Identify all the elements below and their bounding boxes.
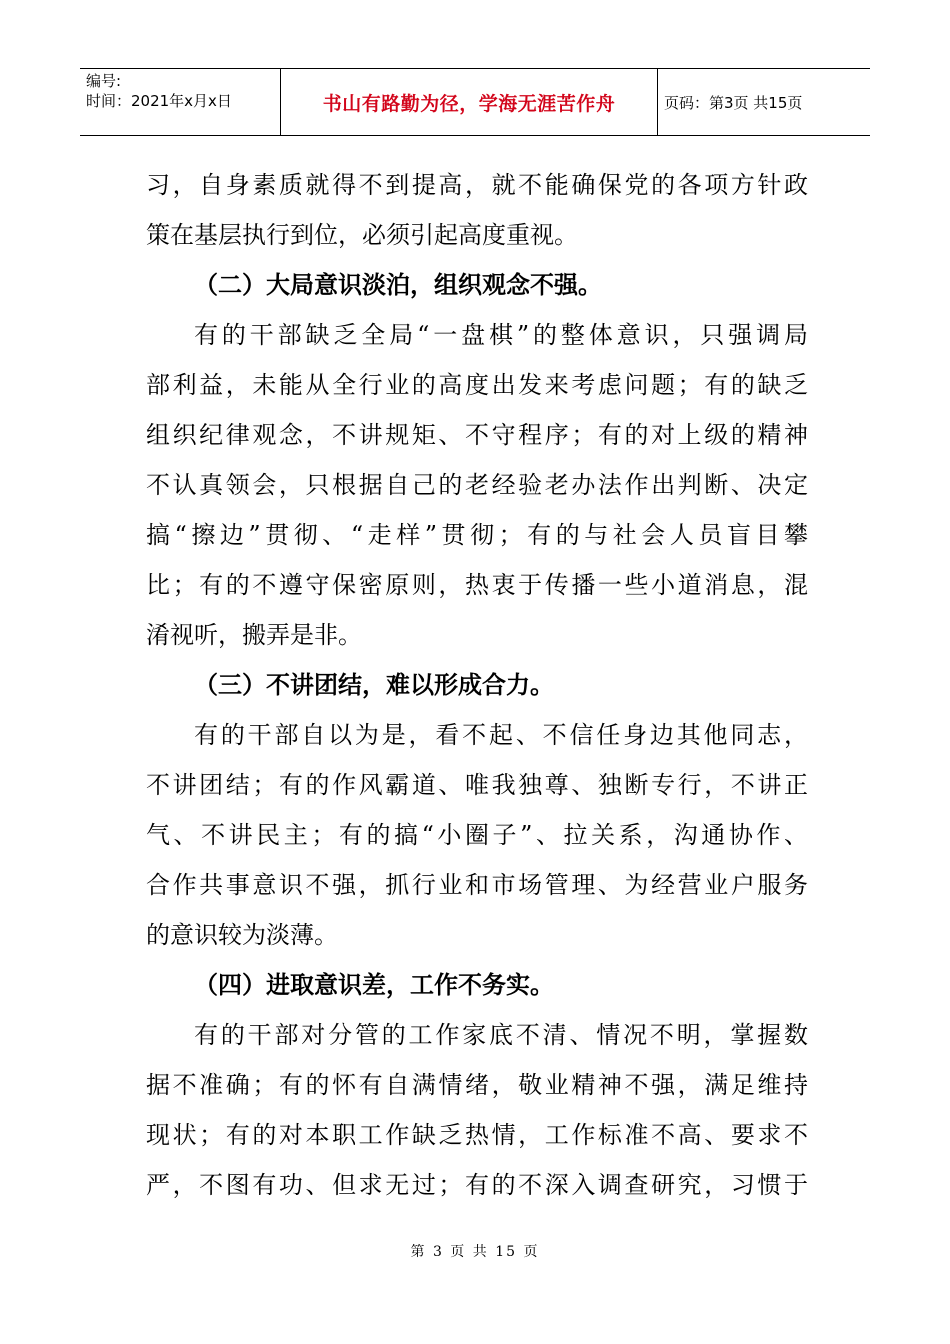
header-motto: 书山有路勤为径，学海无涯苦作舟 (280, 69, 658, 135)
paragraph-line: 不认真领会，只根据自己的老经验老办法作出判断、决定 (146, 471, 808, 499)
header-meta (80, 69, 280, 135)
paragraph-line: 比；有的不遵守保密原则，热衷于传播一些小道消息，混 (146, 571, 808, 599)
page-header (80, 68, 870, 136)
paragraph-line: 有的干部对分管的工作家底不清、情况不明，掌握数 (194, 1021, 808, 1049)
section-heading: （三）不讲团结，难以形成合力。 (194, 671, 554, 699)
paragraph-line: 部利益，未能从全行业的高度出发来考虑问题；有的缺乏 (146, 371, 808, 399)
paragraph-line: 气、不讲民主；有的搞“小圈子”、拉关系，沟通协作、 (146, 821, 808, 849)
paragraph-line: 现状；有的对本职工作缺乏热情，工作标准不高、要求不 (146, 1121, 808, 1149)
paragraph-line: 的意识较为淡薄。 (146, 921, 338, 949)
paragraph-line: 严，不图有功、但求无过；有的不深入调查研究，习惯于 (146, 1171, 808, 1199)
paragraph-line: 习，自身素质就得不到提高，就不能确保党的各项方针政 (146, 171, 808, 199)
paragraph-line: 淆视听，搬弄是非。 (146, 621, 362, 649)
paragraph-line: 据不准确；有的怀有自满情绪，敬业精神不强，满足维持 (146, 1071, 808, 1099)
section-heading: （二）大局意识淡泊，组织观念不强。 (194, 271, 602, 299)
paragraph-line: 搞“擦边”贯彻、“走样”贯彻；有的与社会人员盲目攀 (146, 521, 808, 549)
page-footer: 第 3 页 共 15 页 (410, 1244, 540, 1260)
paragraph-line: 有的干部缺乏全局“一盘棋”的整体意识，只强调局 (194, 321, 808, 349)
header-page-info: 页码：第3页 共15页 (664, 93, 803, 112)
document-body (146, 160, 808, 1210)
document-date: 时间：2021年x月x日 (86, 92, 232, 110)
paragraph-line: 组织纪律观念，不讲规矩、不守程序；有的对上级的精神 (146, 421, 808, 449)
paragraph-line: 策在基层执行到位，必须引起高度重视。 (146, 221, 578, 249)
document-number-label: 编号: (86, 72, 122, 90)
paragraph-line: 不讲团结；有的作风霸道、唯我独尊、独断专行，不讲正 (146, 771, 808, 799)
paragraph-line: 合作共事意识不强，抓行业和市场管理、为经营业户服务 (146, 871, 808, 899)
section-heading: （四）进取意识差，工作不务实。 (194, 971, 554, 999)
paragraph-line: 有的干部自以为是，看不起、不信任身边其他同志， (194, 721, 808, 749)
